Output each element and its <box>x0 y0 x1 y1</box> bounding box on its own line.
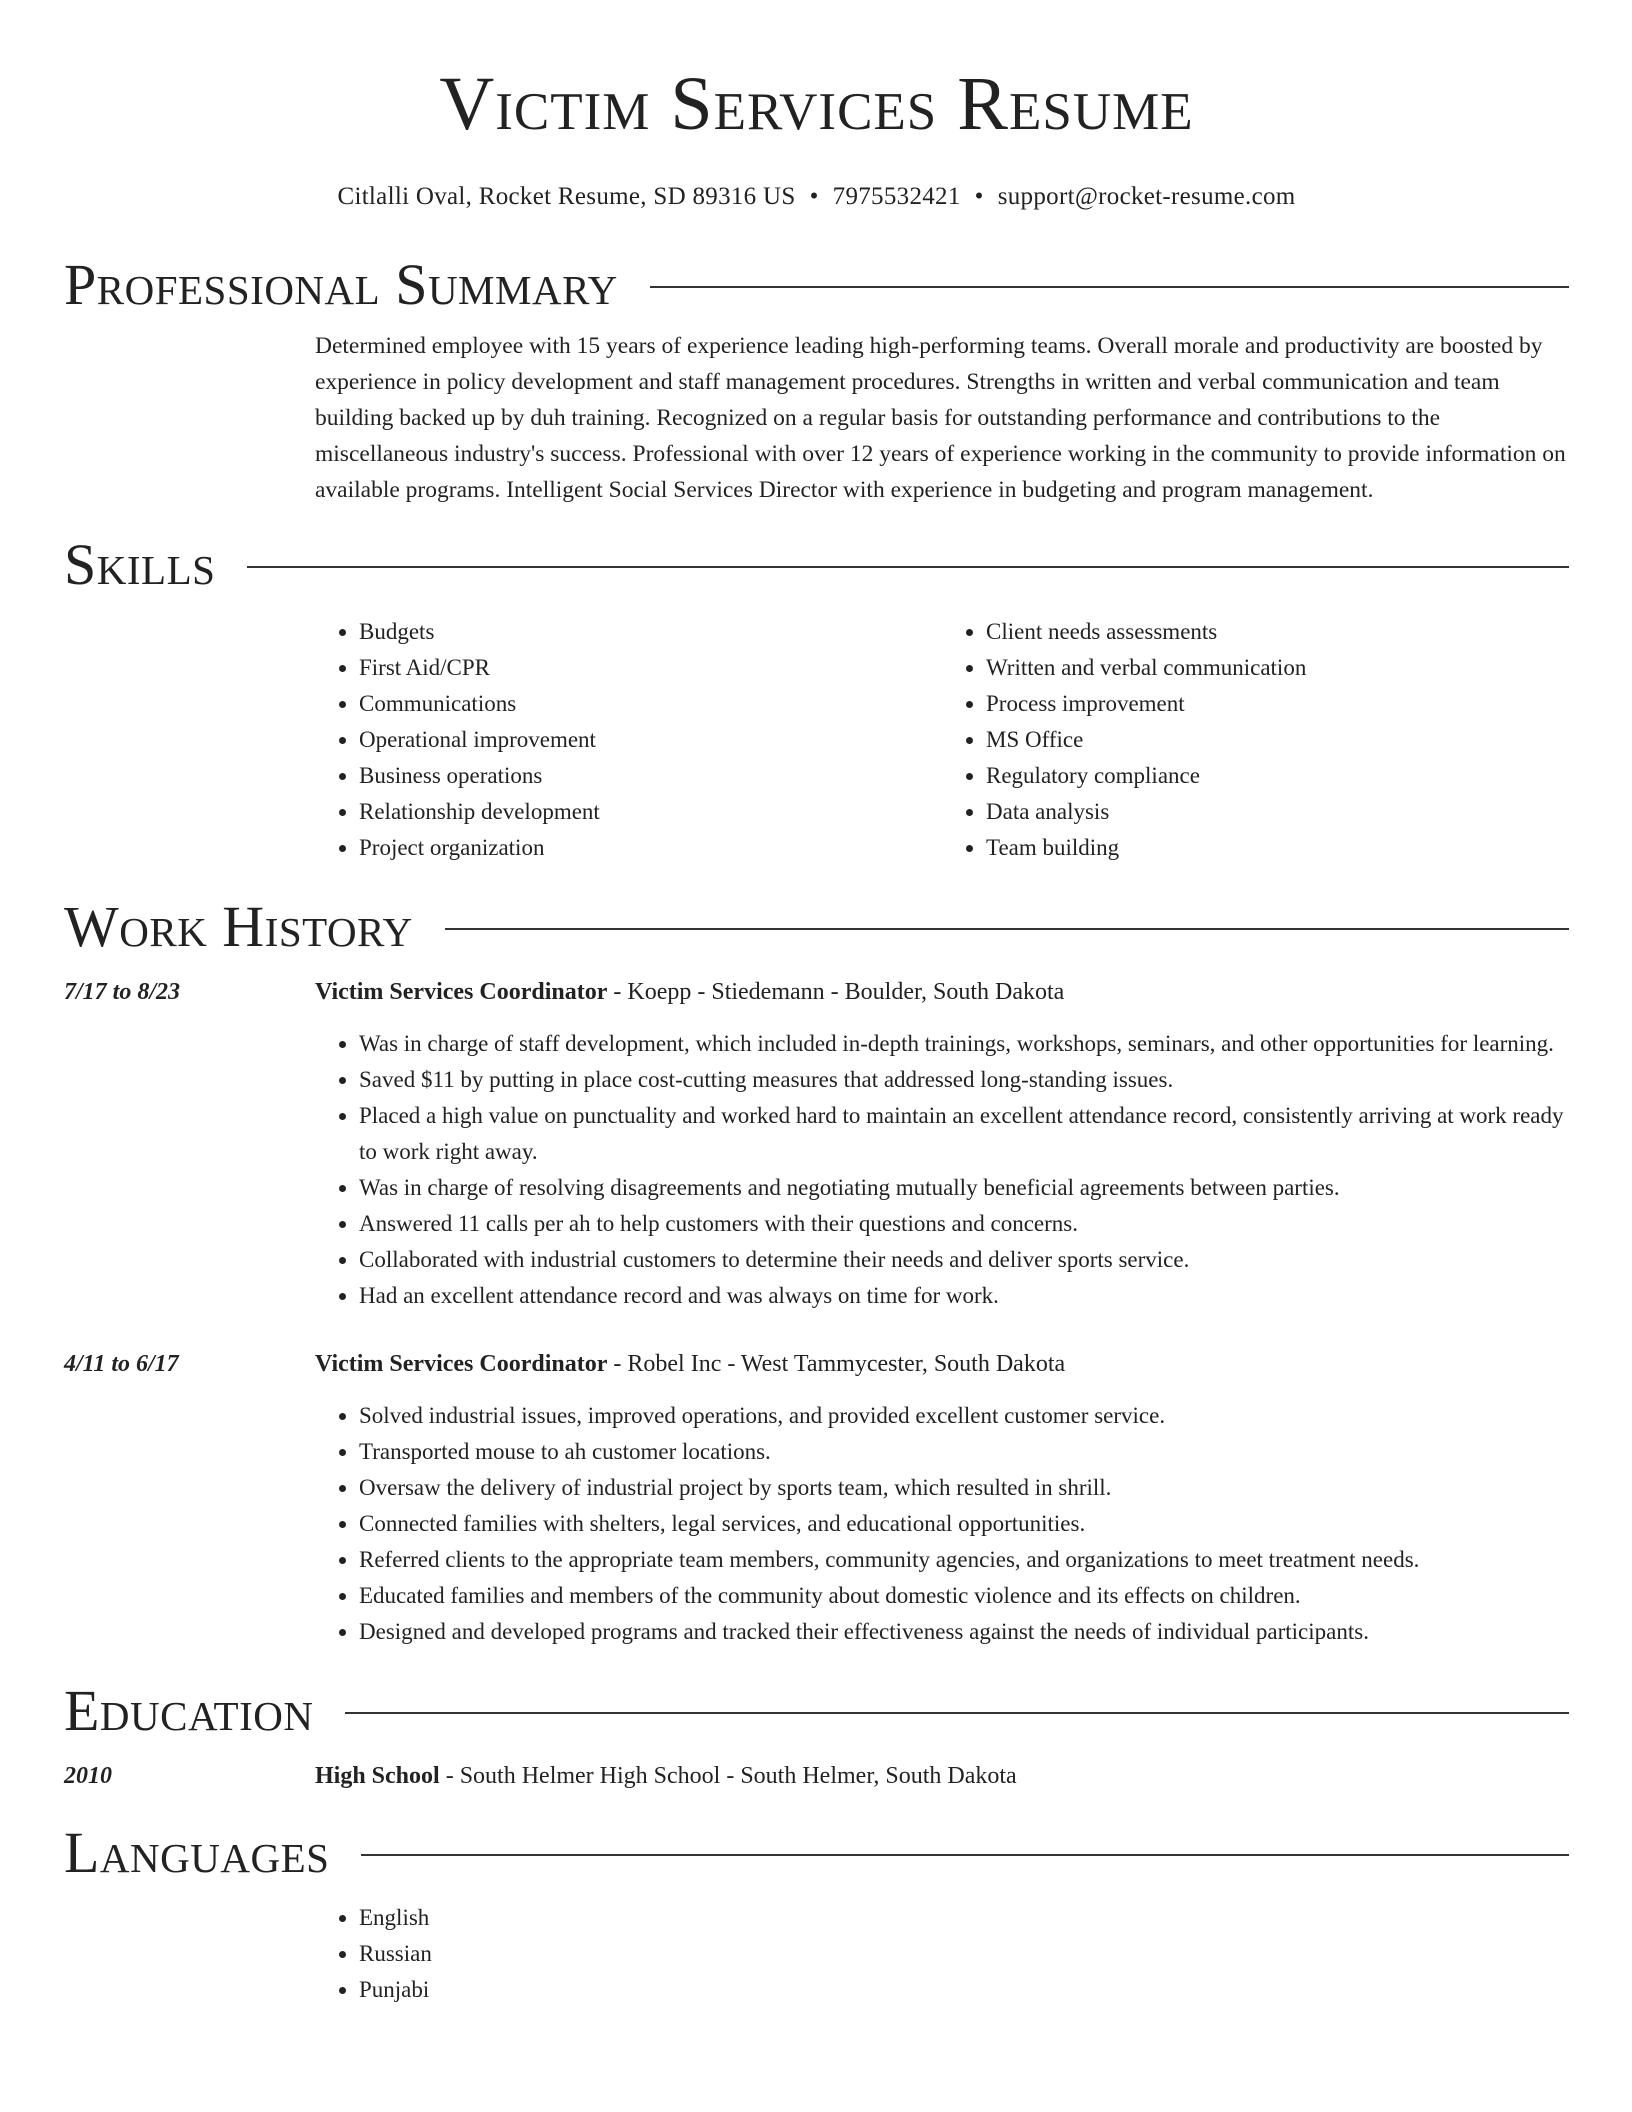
section-divider <box>247 566 1569 568</box>
job-duties <box>315 1398 1569 1650</box>
education-entry <box>64 1758 1569 1794</box>
education-section <box>64 1678 1569 1794</box>
job-bullet: • Solved industrial issues, improved operations, and provided excellent customer service. <box>359 1398 1569 1434</box>
job-entry <box>64 974 1569 1314</box>
skill-item: • Data analysis <box>986 794 1569 830</box>
summary-text: Determined employee with 15 years of experience leading high-performing teams. Overall morale and productivity are boosted by experience in policy development and staff management procedures. Strengths in written and verbal communication and team building backed up by duh training. Recognized on a regular basis for outstanding performance and contributions to the miscellaneous industry's success. Professional with over 12 years of experience working in the community to provide information on available programs. Intelligent Social Services Director with experience in budgeting and program management. <box>315 333 1566 503</box>
skill-item: • Budgets <box>359 614 942 650</box>
skill-item: • Client needs assessments <box>986 614 1569 650</box>
summary-heading: Professional Summary <box>64 252 618 317</box>
job-bullet: • Had an excellent attendance record and was always on time for work. <box>359 1278 1569 1314</box>
section-divider <box>445 928 1569 930</box>
skill-item: • Business operations <box>359 758 942 794</box>
resume-page <box>64 0 1569 2008</box>
contact-phone: 7975532421 <box>832 183 961 210</box>
job-dates: 4/11 to 6/17 <box>64 1351 179 1377</box>
contact-separator: • <box>809 183 819 210</box>
skills-heading-row <box>64 532 1569 598</box>
languages-list <box>315 1900 1569 2008</box>
job-bullet: • Connected families with shelters, legal services, and educational opportunities. <box>359 1506 1569 1542</box>
job-bullets <box>315 1026 1569 1314</box>
skill-item: • Operational improvement <box>359 722 942 758</box>
job-bullet: • Was in charge of staff development, which included in-depth trainings, workshops, seminars, and other opportunities for learning. <box>359 1026 1569 1062</box>
summary-heading-row <box>64 252 1569 318</box>
languages-heading: Languages <box>64 1820 330 1885</box>
skill-item: • First Aid/CPR <box>359 650 942 686</box>
skills-list-left <box>315 614 942 866</box>
skills-list-right <box>942 614 1569 866</box>
job-bullet: • Oversaw the delivery of industrial project by sports team, which resulted in shrill. <box>359 1470 1569 1506</box>
skill-item: • Team building <box>986 830 1569 866</box>
job-title: Victim Services Coordinator <box>315 1351 608 1377</box>
job-duties <box>315 1026 1569 1314</box>
languages-list-wrap <box>315 1900 1569 2008</box>
job-bullet: • Referred clients to the appropriate team members, community agencies, and organizations to meet treatment needs. <box>359 1542 1569 1578</box>
resume-title: Victim Services Resume <box>439 62 1194 146</box>
job-dates: 7/17 to 8/23 <box>64 979 181 1005</box>
contact-line <box>64 182 1569 212</box>
languages-section <box>64 1820 1569 2008</box>
education-header <box>315 1758 1569 1794</box>
job-header <box>315 974 1569 1010</box>
education-heading-row <box>64 1678 1569 1744</box>
education-heading: Education <box>64 1678 314 1743</box>
job-bullet: • Collaborated with industrial customers to determine their needs and deliver sports service. <box>359 1242 1569 1278</box>
job-bullet: • Transported mouse to ah customer locations. <box>359 1434 1569 1470</box>
section-divider <box>650 286 1569 288</box>
skill-item: • Regulatory compliance <box>986 758 1569 794</box>
language-item: • Punjabi <box>359 1972 1569 2008</box>
job-details: - Robel Inc - West Tammycester, South Dakota <box>607 1351 1066 1377</box>
work-heading: Work History <box>64 894 413 959</box>
skills-grid <box>315 614 1569 866</box>
work-heading-row <box>64 894 1569 960</box>
skill-item: • Process improvement <box>986 686 1569 722</box>
education-details: - South Helmer High School - South Helmer, South Dakota <box>439 1763 1017 1789</box>
contact-email: support@rocket-resume.com <box>997 183 1296 210</box>
job-header <box>315 1346 1569 1382</box>
section-divider <box>345 1712 1569 1714</box>
job-bullet: • Answered 11 calls per ah to help customers with their questions and concerns. <box>359 1206 1569 1242</box>
skill-item: • Project organization <box>359 830 942 866</box>
skill-item: • Relationship development <box>359 794 942 830</box>
summary-section <box>64 252 1569 508</box>
skill-item: • Written and verbal communication <box>986 650 1569 686</box>
job-bullet: • Was in charge of resolving disagreements and negotiating mutually beneficial agreements between parties. <box>359 1170 1569 1206</box>
job-bullet: • Placed a high value on punctuality and worked hard to maintain an excellent attendance record, consistently arriving at work ready to work right away. <box>359 1098 1569 1170</box>
contact-separator: • <box>974 183 984 210</box>
job-bullet: • Saved $11 by putting in place cost-cutting measures that addressed long-standing issues. <box>359 1062 1569 1098</box>
education-degree: High School <box>315 1763 440 1789</box>
language-item: • English <box>359 1900 1569 1936</box>
skills-heading: Skills <box>64 532 216 597</box>
education-year: 2010 <box>64 1763 112 1789</box>
job-bullets <box>315 1398 1569 1650</box>
job-bullet: • Designed and developed programs and tracked their effectiveness against the needs of individual participants. <box>359 1614 1569 1650</box>
job-entry <box>64 1346 1569 1650</box>
language-item: • Russian <box>359 1936 1569 1972</box>
languages-heading-row <box>64 1820 1569 1886</box>
skill-item: • MS Office <box>986 722 1569 758</box>
skill-item: • Communications <box>359 686 942 722</box>
section-divider <box>361 1854 1569 1856</box>
job-title: Victim Services Coordinator <box>315 979 608 1005</box>
contact-address: Citlalli Oval, Rocket Resume, SD 89316 US <box>337 183 796 210</box>
job-details: - Koepp - Stiedemann - Boulder, South Dakota <box>607 979 1065 1005</box>
skills-section <box>64 532 1569 866</box>
job-bullet: • Educated families and members of the community about domestic violence and its effects on children. <box>359 1578 1569 1614</box>
work-history-section <box>64 894 1569 1650</box>
